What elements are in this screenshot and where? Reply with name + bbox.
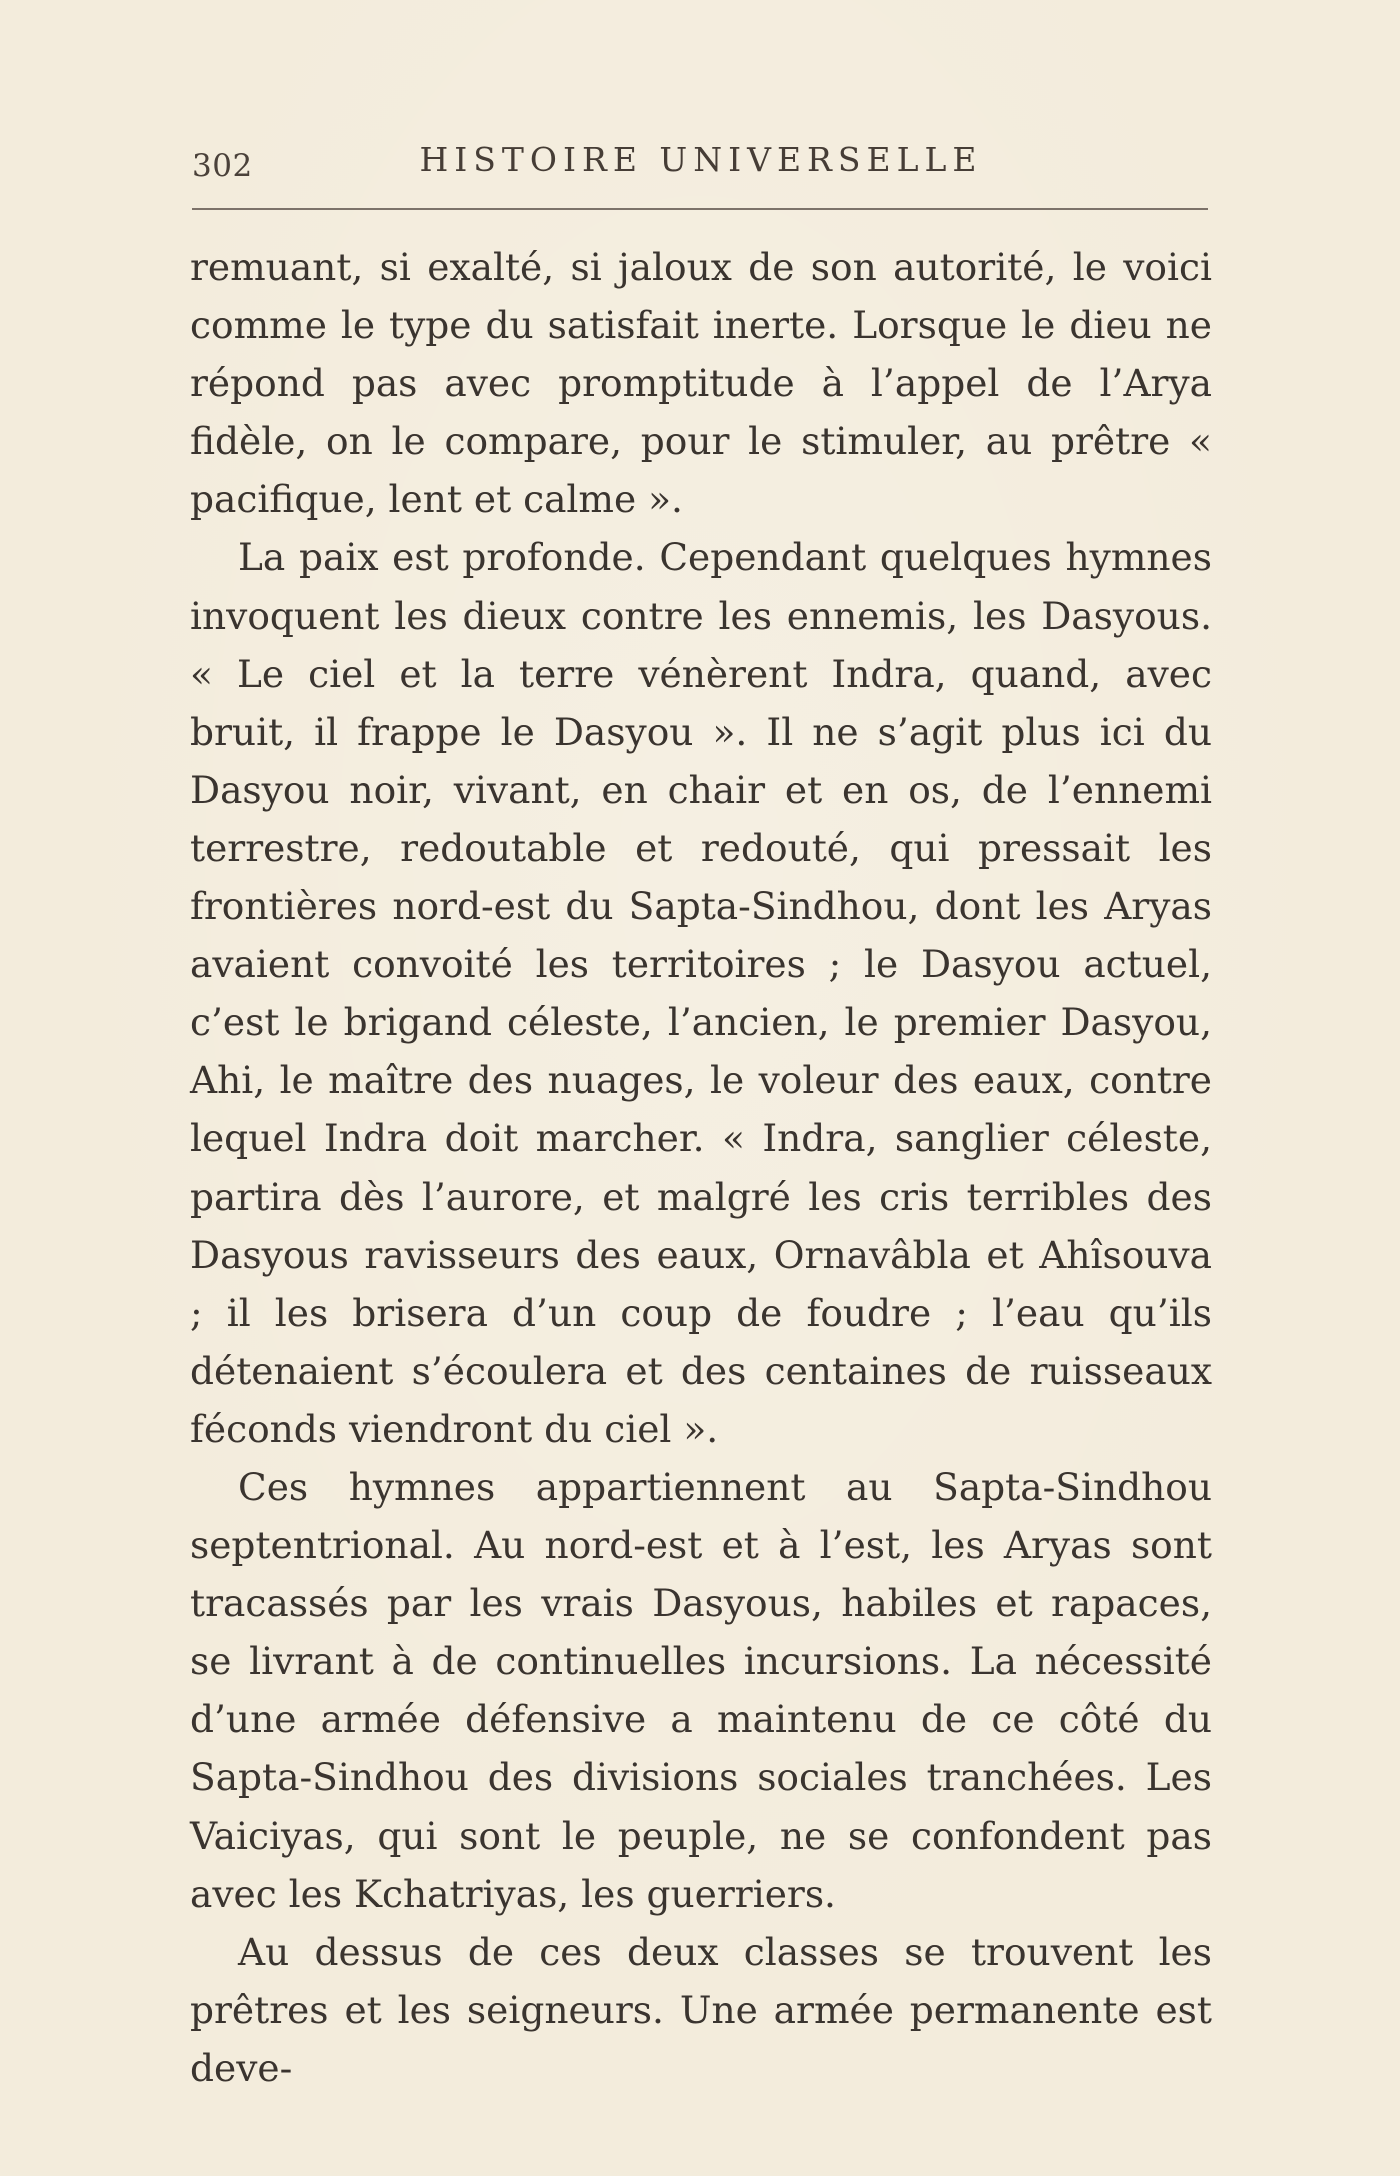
header-rule	[192, 208, 1208, 210]
paragraph-2: La paix est profonde. Cependant quelques hymnes invoquent les dieux contre les ennemis, les Dasyous. « Le ciel et la terre vénèrent Indra, quand, avec bruit, il frappe le Dasyou ». Il ne s’agit plus ici du Dasyou noir, vivant, en chair et en os, de l’ennemi terrestre, redoutable et redouté, qui pressait les frontières nord-est du Sapta-Sindhou, dont les Aryas avaient convoité les territoires ; le Dasyou actuel, c’est le brigand céleste, l’ancien, le premier Dasyou, Ahi, le maître des nuages, le voleur des eaux, contre lequel Indra doit marcher. « Indra, sanglier céleste, partira dès l’aurore, et malgré les cris terribles des Dasyous ravisseurs des eaux, Ornavâbla et Ahîsouva ; il les brisera d’un coup de foudre ; l’eau qu’ils détenaient s’écoulera et des centaines de ruisseaux féconds viendront du ciel ».	[190, 535, 1212, 1451]
paragraph-4: Au dessus de ces deux classes se trouvent les prêtres et les seigneurs. Une armée permanente est deve-	[190, 1929, 1212, 2090]
paragraph-1: remuant, si exalté, si jaloux de son autorité, le voici comme le type du satisfait inerte. Lorsque le dieu ne répond pas avec promptitude à l’appel de l’Arya fidèle, on le compare, pour le stimuler, au prêtre « pacifique, lent et calme ».	[190, 245, 1212, 522]
page-number: 302	[192, 148, 253, 184]
running-head: HISTOIRE UNIVERSELLE	[419, 140, 983, 179]
body-text	[190, 238, 1212, 2097]
paragraph-3: Ces hymnes appartiennent au Sapta-Sindhou septentrional. Au nord-est et à l’est, les Aryas sont tracassés par les vrais Dasyous, habiles et rapaces, se livrant à de continuelles incursions. La nécessité d’une armée défensive a maintenu de ce côté du Sapta-Sindhou des divisions sociales tranchées. Les Vaiciyas, qui sont le peuple, ne se confondent pas avec les Kchatriyas, les guerriers.	[190, 1464, 1212, 1916]
page-header	[192, 140, 1210, 186]
